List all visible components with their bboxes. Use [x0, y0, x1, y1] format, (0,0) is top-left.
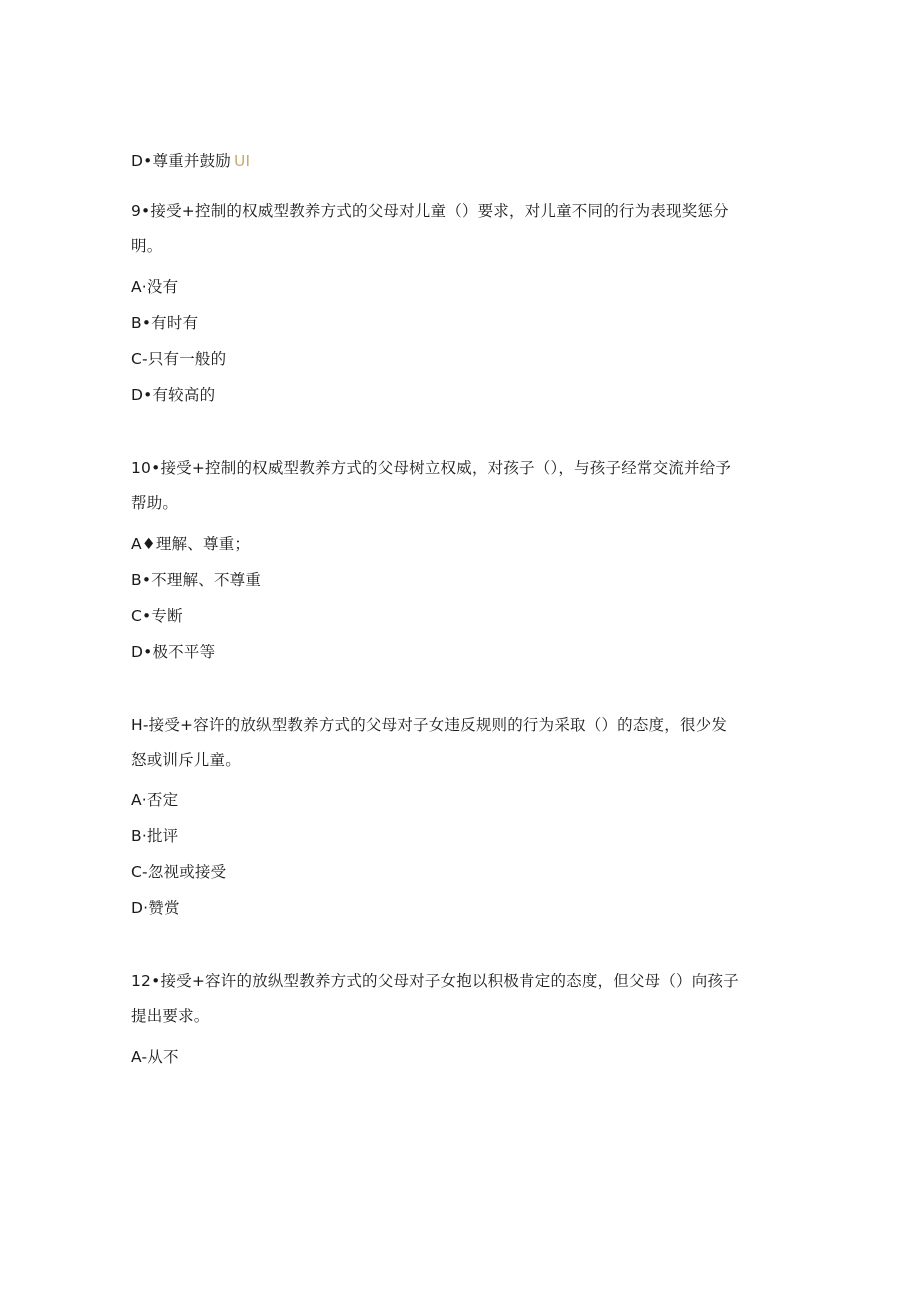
question-10-option-a: A♦理解、尊重； — [131, 535, 251, 553]
stray-mark: UI — [233, 152, 251, 170]
question-12-line-2: 提出要求。 — [131, 1007, 210, 1025]
question-11-option-c: C-忽视或接受 — [131, 863, 227, 881]
question-10-option-d: D•极不平等 — [131, 643, 216, 661]
question-12-line-1: 12•接受+容许的放纵型教养方式的父母对子女抱以积极肯定的态度，但父母（）向孩子 — [131, 972, 739, 990]
question-9-option-a: A·没有 — [131, 278, 179, 296]
question-10-line-1: 10•接受+控制的权威型教养方式的父母树立权威，对孩子（），与孩子经常交流并给予 — [131, 459, 732, 477]
question-9-line-2: 明。 — [131, 237, 163, 255]
question-9-line-1: 9•接受+控制的权威型教养方式的父母对儿童（）要求，对儿童不同的行为表现奖惩分 — [131, 202, 729, 220]
question-11-line-1: H-接受+容许的放纵型教养方式的父母对子女违反规则的行为采取（）的态度，很少发 — [131, 716, 728, 734]
question-9-option-d: D•有较高的 — [131, 386, 216, 404]
question-10-option-b: B•不理解、不尊重 — [131, 571, 262, 589]
question-10-line-2: 帮助。 — [131, 494, 179, 512]
question-10-option-c: C•专断 — [131, 607, 183, 625]
question-9-option-b: B•有时有 — [131, 314, 199, 332]
question-11-option-a: A·否定 — [131, 791, 179, 809]
option-d-prev-question — [131, 151, 250, 171]
question-11-option-d: D·赞赏 — [131, 899, 180, 917]
question-12-option-a: A-从不 — [131, 1048, 179, 1066]
question-9-option-c: C-只有一般的 — [131, 350, 227, 368]
question-11-option-b: B·批评 — [131, 827, 179, 845]
question-11-line-2: 怒或训斥儿童。 — [131, 751, 241, 769]
option-text: D•尊重并鼓励 — [131, 152, 231, 170]
